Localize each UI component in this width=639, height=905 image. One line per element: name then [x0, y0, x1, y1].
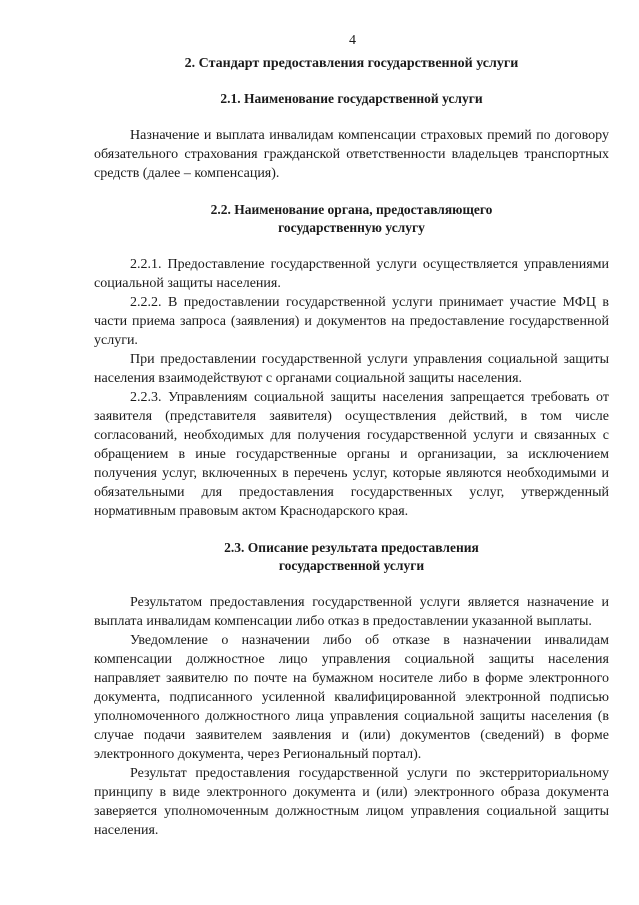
heading-line-2: государственную услугу: [278, 220, 425, 235]
paragraph-2-3-a: Результатом предоставления государственной услуги является назначение и выплата инвалидам компенсации либо отказ в предоставлении указанной выплаты.: [94, 595, 609, 629]
paragraph-2-3-b: Уведомление о назначении либо об отказе в назначении инвалидам компенсации должностное лицо управления социальной защиты населения направляет заявителю по почте на бумажном носителе либо в форме электронного документа, подписанного усиленной квалифицированной электронной подписью уполномоченного должностного лица управления социальной защиты населения (в случае подачи заявителем заявления и (или) документов (сведений) в форме электронного документа, через Региональный портал).: [94, 633, 609, 762]
paragraph-2-2-2: 2.2.2. В предоставлении государственной услуги принимает участие МФЦ в части приема запроса (заявления) и документов на предоставление государственной услуги.: [94, 295, 609, 348]
section-heading-2-2: [94, 201, 609, 237]
section-heading-2: 2. Стандарт предоставления государственной услуги: [184, 56, 519, 71]
document-body: [94, 56, 609, 840]
paragraph-2-3-c: Результат предоставления государственной услуги по экстерриториальному принципу в виде электронного документа и (или) электронного образа документа заверяется уполномоченным должностным лицом управления социальной защиты населения.: [94, 766, 609, 838]
section-heading-2-1: [94, 90, 609, 108]
page-number: 4: [349, 33, 356, 48]
heading-line-1: 2.3. Описание результата предоставления: [224, 540, 479, 555]
heading-line-1: 2.2. Наименование органа, предоставляющего: [210, 202, 493, 217]
heading-text: 2.1. Наименование государственной услуги: [220, 91, 483, 106]
paragraph-2-2-3: 2.2.3. Управлениям социальной защиты населения запрещается требовать от заявителя (представителя заявителя) осуществления действий, в том числе согласований, необходимых для получения государственной услуги и связанных с обращением в иные государственные органы и организации, за исключением получения услуг, включенных в перечень услуг, которые являются необходимыми и обязательными для предоставления государственных услуг, утвержденный нормативным правовым актом Краснодарского края.: [94, 390, 609, 519]
paragraph-2-1: Назначение и выплата инвалидам компенсации страховых премий по договору обязательного страхования гражданской ответственности владельцев транспортных средств (далее – компенсация).: [94, 128, 609, 181]
heading-line-2: государственной услуги: [278, 558, 425, 573]
paragraph-2-2-2-b: При предоставлении государственной услуги управления социальной защиты населения взаимодействуют с органами социальной защиты населения.: [94, 352, 609, 386]
section-heading-2-3: [94, 539, 609, 575]
paragraph-2-2-1: 2.2.1. Предоставление государственной услуги осуществляется управлениями социальной защиты населения.: [94, 257, 609, 291]
